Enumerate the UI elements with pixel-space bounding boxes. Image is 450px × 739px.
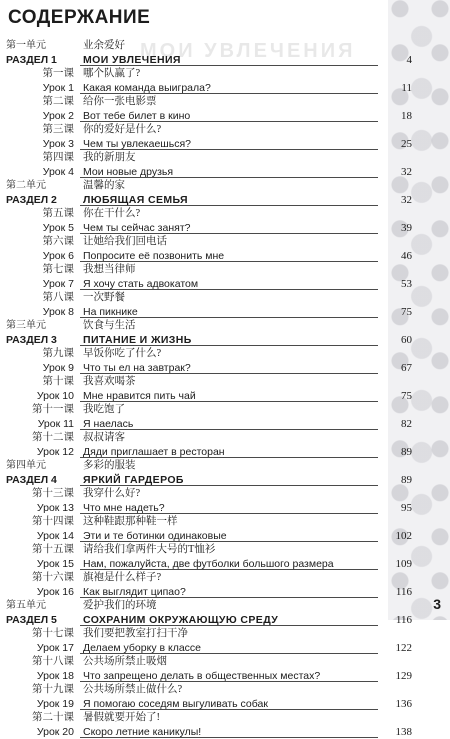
toc-label: 第六课 xyxy=(42,236,74,247)
toc-entry-title: Чем ты сейчас занят? xyxy=(83,222,191,234)
toc-label: Урок 20 xyxy=(36,726,74,738)
toc-entry-title: Вот тебе билет в кино xyxy=(83,110,191,122)
toc-label: РАЗДЕЛ 3 xyxy=(6,334,57,346)
toc-row-ch xyxy=(0,95,450,109)
toc-entry-title: 让她给我们回电话 xyxy=(83,236,167,247)
toc-row-lesson xyxy=(0,585,450,599)
toc-row-section xyxy=(0,53,450,67)
toc-label: 第十四课 xyxy=(32,516,74,527)
toc-page-number: 89 xyxy=(401,446,412,458)
toc-label: Урок 9 xyxy=(42,362,74,374)
toc-row-lesson xyxy=(0,389,450,403)
toc-page-number: 89 xyxy=(401,474,412,486)
toc-entry-title: 暑假就要开始了! xyxy=(83,712,160,723)
toc-entry-title: Нам, пожалуйста, две футболки большого размера xyxy=(83,558,334,570)
toc-row-lesson xyxy=(0,361,450,375)
toc-page-number: 67 xyxy=(401,362,412,374)
toc-entry-title: На пикнике xyxy=(83,306,138,318)
toc-entry-title: Скоро летние каникулы! xyxy=(83,726,202,738)
toc-entry-title: 业余爱好 xyxy=(83,40,125,51)
toc-row-unit xyxy=(0,319,450,333)
toc-label: Урок 14 xyxy=(36,530,74,542)
toc-label: 第二课 xyxy=(42,96,74,107)
ghost-show-through-header: МОИ УВЛЕЧЕНИЯ xyxy=(140,40,356,62)
toc-label: 第十三课 xyxy=(32,488,74,499)
toc-label: 第三课 xyxy=(42,124,74,135)
toc-row-ch xyxy=(0,683,450,697)
toc-entry-title: 多彩的服装 xyxy=(83,460,136,471)
toc-row-ch xyxy=(0,487,450,501)
toc-entry-title: Чем ты увлекаешься? xyxy=(83,138,191,150)
toc-row-lesson xyxy=(0,501,450,515)
toc-row-section xyxy=(0,333,450,347)
toc-row-lesson xyxy=(0,697,450,711)
toc-page-number: 138 xyxy=(395,726,412,738)
toc-label: 第九课 xyxy=(42,348,74,359)
toc-row-unit xyxy=(0,39,450,53)
toc-page-number: 129 xyxy=(395,670,412,682)
toc-page-number: 53 xyxy=(401,278,412,290)
toc-row-ch xyxy=(0,291,450,305)
toc-page-number: 75 xyxy=(401,390,412,402)
toc-page-number: 82 xyxy=(401,418,412,430)
toc-row-ch xyxy=(0,263,450,277)
toc-label: Урок 17 xyxy=(36,642,74,654)
toc-label: 第十一课 xyxy=(32,404,74,415)
toc-row-lesson xyxy=(0,669,450,683)
toc-row-lesson xyxy=(0,305,450,319)
toc-entry-title: 公共场所禁止做什么? xyxy=(83,684,183,695)
toc-label: РАЗДЕЛ 2 xyxy=(6,194,57,206)
toc-label: Урок 10 xyxy=(36,390,74,402)
toc-row-lesson xyxy=(0,417,450,431)
toc-label: 第十九课 xyxy=(32,684,74,695)
toc-entry-title: 你的爱好是什么? xyxy=(83,124,162,135)
toc-label: Урок 2 xyxy=(42,110,74,122)
toc-entry-title: 早饭你吃了什么? xyxy=(83,348,162,359)
toc-row-ch xyxy=(0,347,450,361)
page-title: СОДЕРЖАНИЕ xyxy=(8,7,151,28)
toc-page-number: 60 xyxy=(401,334,412,346)
toc-row-section xyxy=(0,613,450,627)
toc-label: РАЗДЕЛ 4 xyxy=(6,474,57,486)
toc-row-ch xyxy=(0,571,450,585)
toc-entry-title: 我的新朋友 xyxy=(83,152,136,163)
toc-label: 第十八课 xyxy=(32,656,74,667)
toc-label: Урок 11 xyxy=(37,418,74,430)
toc-label: 第一课 xyxy=(42,68,74,79)
toc-label: Урок 18 xyxy=(36,670,74,682)
toc-entry-title: 叔叔请客 xyxy=(83,432,125,443)
toc-page-number: 116 xyxy=(395,614,412,626)
toc-page-number: 18 xyxy=(401,110,412,122)
toc-entry-title: 给你一张电影票 xyxy=(83,96,157,107)
toc-entry-title: Делаем уборку в классе xyxy=(83,642,201,654)
toc-page-number: 25 xyxy=(401,138,412,150)
toc-entry-title: Что запрещено делать в общественных местах? xyxy=(83,670,321,682)
toc-label: 第十七课 xyxy=(32,628,74,639)
toc-entry-title: ПИТАНИЕ И ЖИЗНЬ xyxy=(83,334,192,346)
toc-page-number: 136 xyxy=(395,698,412,710)
toc-label: 第二单元 xyxy=(6,180,46,191)
toc-entry-title: Я наелась xyxy=(83,418,134,430)
toc-label: Урок 3 xyxy=(42,138,74,150)
toc-entry-title: 饮食与生活 xyxy=(83,320,136,331)
toc-entry-title: 温馨的家 xyxy=(83,180,125,191)
toc-entry-title: 请给我们拿两件大号的T恤衫 xyxy=(83,544,216,555)
toc-row-ch xyxy=(0,403,450,417)
toc-label: Урок 6 xyxy=(42,250,74,262)
toc-row-ch xyxy=(0,207,450,221)
toc-entry-title: 我吃饱了 xyxy=(83,404,125,415)
toc-row-ch xyxy=(0,67,450,81)
toc-label: 第三单元 xyxy=(6,320,46,331)
toc-row-section xyxy=(0,193,450,207)
toc-entry-title: Как выглядит ципао? xyxy=(83,586,186,598)
toc-page-number: 122 xyxy=(395,642,412,654)
toc-label: 第八课 xyxy=(42,292,74,303)
table-of-contents xyxy=(0,39,450,739)
toc-entry-title: Дяди приглашает в ресторан xyxy=(83,446,225,458)
toc-label: 第十六课 xyxy=(32,572,74,583)
toc-label: Урок 15 xyxy=(36,558,74,570)
toc-row-ch xyxy=(0,431,450,445)
toc-entry-title: Какая команда выиграла? xyxy=(83,82,211,94)
toc-row-ch xyxy=(0,375,450,389)
toc-row-ch xyxy=(0,151,450,165)
toc-label: 第十二课 xyxy=(32,432,74,443)
toc-entry-title: Я хочу стать адвокатом xyxy=(83,278,199,290)
toc-entry-title: 我喜欢喝茶 xyxy=(83,376,136,387)
toc-entry-title: 一次野餐 xyxy=(83,292,125,303)
toc-row-unit xyxy=(0,179,450,193)
toc-row-lesson xyxy=(0,277,450,291)
toc-label: 第一单元 xyxy=(6,40,46,51)
toc-entry-title: 我想当律师 xyxy=(83,264,136,275)
toc-page-number: 32 xyxy=(401,166,412,178)
toc-row-unit xyxy=(0,599,450,613)
toc-entry-title: Что ты ел на завтрак? xyxy=(83,362,191,374)
toc-entry-title: СОХРАНИМ ОКРУЖАЮЩУЮ СРЕДУ xyxy=(83,614,279,626)
toc-entry-title: Что мне надеть? xyxy=(83,502,165,514)
toc-label: 第二十课 xyxy=(32,712,74,723)
toc-row-lesson xyxy=(0,249,450,263)
toc-entry-title: Мне нравится пить чай xyxy=(83,390,196,402)
toc-page-number: 109 xyxy=(395,558,412,570)
toc-row-lesson xyxy=(0,109,450,123)
toc-entry-title: 我们要把教室打扫干净 xyxy=(83,628,188,639)
toc-page-number: 75 xyxy=(401,306,412,318)
toc-page-number: 4 xyxy=(406,54,412,66)
toc-page-number: 102 xyxy=(395,530,412,542)
toc-label: РАЗДЕЛ 1 xyxy=(6,54,57,66)
toc-entry-title: 旗袍是什么样子? xyxy=(83,572,162,583)
toc-entry-title: 哪个队赢了? xyxy=(83,68,141,79)
toc-page-number: 11 xyxy=(401,82,412,94)
toc-label: Урок 5 xyxy=(42,222,74,234)
page-number: 3 xyxy=(433,596,441,612)
toc-row-lesson xyxy=(0,137,450,151)
toc-entry-title: Попросите её позвонить мне xyxy=(83,250,225,262)
toc-label: 第十课 xyxy=(42,376,74,387)
toc-row-lesson xyxy=(0,81,450,95)
toc-row-lesson xyxy=(0,221,450,235)
toc-entry-title: 你在干什么? xyxy=(83,208,141,219)
toc-entry-title: 我穿什么好? xyxy=(83,488,141,499)
toc-label: Урок 12 xyxy=(36,446,74,458)
toc-label: РАЗДЕЛ 5 xyxy=(6,614,57,626)
toc-entry-title: Мои новые друзья xyxy=(83,166,174,178)
toc-entry-title: 公共场所禁止吸烟 xyxy=(83,656,167,667)
toc-page-number: 116 xyxy=(395,586,412,598)
toc-entry-title: ЛЮБЯЩАЯ СЕМЬЯ xyxy=(83,194,189,206)
toc-entry-title: ЯРКИЙ ГАРДЕРОБ xyxy=(83,474,184,486)
toc-entry-title: Я помогаю соседям выгуливать собак xyxy=(83,698,268,710)
toc-row-ch xyxy=(0,235,450,249)
toc-row-lesson xyxy=(0,165,450,179)
toc-page-number: 39 xyxy=(401,222,412,234)
toc-label: Урок 1 xyxy=(42,82,74,94)
toc-row-lesson xyxy=(0,725,450,739)
toc-row-ch xyxy=(0,515,450,529)
toc-label: 第七课 xyxy=(42,264,74,275)
toc-label: Урок 8 xyxy=(42,306,74,318)
toc-page-number: 32 xyxy=(401,194,412,206)
toc-label: Урок 13 xyxy=(36,502,74,514)
toc-row-ch xyxy=(0,627,450,641)
toc-label: Урок 4 xyxy=(42,166,74,178)
toc-label: 第五单元 xyxy=(6,600,46,611)
toc-label: Урок 19 xyxy=(36,698,74,710)
toc-label: Урок 16 xyxy=(36,586,74,598)
toc-row-lesson xyxy=(0,557,450,571)
toc-row-lesson xyxy=(0,529,450,543)
toc-row-lesson xyxy=(0,641,450,655)
toc-row-ch xyxy=(0,655,450,669)
toc-label: 第五课 xyxy=(42,208,74,219)
toc-row-section xyxy=(0,473,450,487)
toc-row-ch xyxy=(0,543,450,557)
toc-page-number: 46 xyxy=(401,250,412,262)
toc-label: 第四单元 xyxy=(6,460,46,471)
toc-row-unit xyxy=(0,459,450,473)
toc-label: 第四课 xyxy=(42,152,74,163)
toc-label: 第十五课 xyxy=(32,544,74,555)
toc-row-lesson xyxy=(0,445,450,459)
toc-row-ch xyxy=(0,123,450,137)
toc-row-ch xyxy=(0,711,450,725)
toc-entry-title: МОИ УВЛЕЧЕНИЯ xyxy=(83,54,181,66)
toc-label: Урок 7 xyxy=(42,278,74,290)
toc-entry-title: 这种鞋跟那种鞋一样 xyxy=(83,516,178,527)
toc-entry-title: 爱护我们的环境 xyxy=(83,600,157,611)
toc-page-number: 95 xyxy=(401,502,412,514)
toc-entry-title: Эти и те ботинки одинаковые xyxy=(83,530,227,542)
